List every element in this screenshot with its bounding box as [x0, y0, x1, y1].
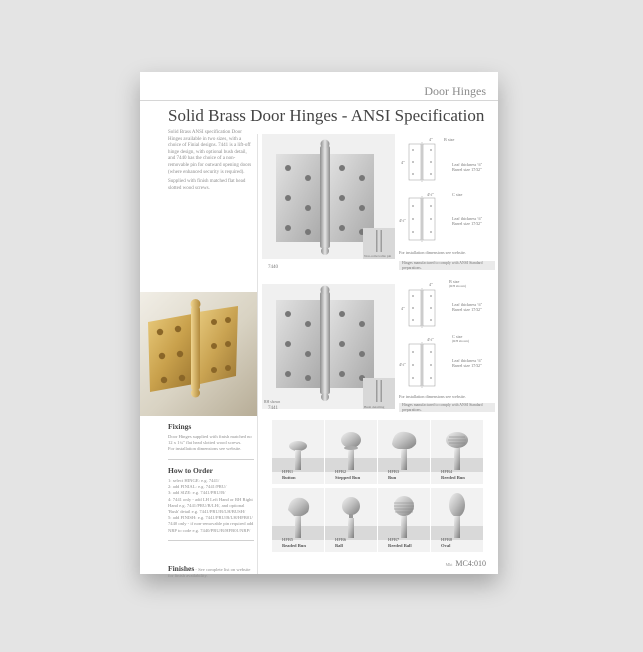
spec-c-height: 4½" [399, 218, 406, 223]
spec-c-barrel: Barrel size 17⁄32" [452, 363, 482, 368]
finial-name: Beaded Bun [282, 542, 306, 548]
finial-code: HFB7 [388, 537, 400, 542]
spec-b-height: 4" [401, 306, 405, 311]
finial-card [272, 488, 324, 552]
finial-code: HFB8 [441, 537, 453, 542]
inset-label: Non-removable pin [364, 254, 392, 258]
finial-name: Button [282, 474, 296, 480]
fixings-line: For installation dimensions see website. [168, 446, 242, 452]
finial-label [441, 537, 452, 548]
spec-b-size: B size [444, 137, 455, 142]
spec-b-note: (RH shown) [449, 284, 467, 288]
spec-c-height: 4½" [399, 362, 406, 367]
spec-b-leaf: Leaf thickness ⅛" [452, 162, 483, 167]
finial-code: HFB1 [282, 469, 294, 474]
spec-c-size: C size [452, 334, 463, 339]
spec-c-leaf: Leaf thickness ⅛" [452, 216, 483, 221]
fixings-section [168, 422, 254, 460]
hinge-7440-panel [262, 134, 395, 259]
spec-b-width: 4" [429, 282, 433, 287]
order-step: 4: 7441 only - add LH Left Hand or RH Right Hand e.g. 7441/PRU/B/LH/, and optional 'Bush' detail e.g. 7441/PRU/B/LH/BUSH/ [168, 496, 253, 515]
fixings-title: Fixings [168, 422, 192, 431]
how-to-order-title: How to Order [168, 466, 213, 475]
column-divider [257, 134, 258, 574]
intro-text [168, 130, 254, 195]
finial-code: HFB2 [335, 469, 347, 474]
spec-b-barrel: Barrel size 17⁄32" [452, 307, 482, 312]
order-step: 7440 only - if non-removable pin required add NRP to code e.g. 7440/PRU/B/HFB01/NRP/ [168, 521, 254, 533]
category-label: Door Hinges [424, 84, 486, 98]
section-rule [168, 540, 254, 541]
order-step: 3: add SIZE: e.g. 7441/PRU/B/ [168, 490, 226, 496]
finial-code: HFB4 [441, 469, 453, 474]
finial-label [441, 469, 465, 480]
finial-code: HFB5 [282, 537, 294, 542]
fixings-text [168, 434, 254, 453]
finial-image [431, 488, 483, 552]
shown-note: RH shown [264, 400, 281, 404]
install-note: For installation dimensions see website. [399, 250, 466, 255]
how-to-order-section [168, 466, 254, 541]
spec-c-barrel: Barrel size 17⁄32" [452, 221, 482, 226]
finial-card [378, 488, 430, 552]
finial-label [282, 537, 306, 548]
spec-c-width: 4½" [427, 337, 434, 342]
order-step: 2: add FINIAL: e.g. 7441/PRU/ [168, 484, 227, 490]
ansi-note-bar: Hinges manufactured to comply with ANSI Standard preparations. [399, 403, 495, 412]
finial-image [272, 420, 324, 484]
hinge-7441-panel [262, 284, 395, 409]
finial-image [378, 420, 430, 484]
intro-paragraph-1: Solid Brass ANSI specification Door Hinges available in two sizes, with a choice of Finial designs. 7441 is a lift-off hinge design, with optional bush detail, and 7440 has the choice of a non-removable pin for outward opening doors (where enhanced security is required). [168, 130, 252, 175]
spec-drawings-7441 [399, 280, 495, 400]
model-number: 7441 [268, 406, 278, 411]
brass-hinge-photo [140, 292, 257, 416]
finial-card [325, 420, 377, 484]
spec-b-size: B size [449, 279, 460, 284]
ansi-note-bar: Hinges manufactured to comply with ANSI Standard preparations. [399, 261, 495, 270]
finial-image [325, 488, 377, 552]
order-step: 5: add FINISH: e.g. 7441/PRU/B/LH/HFB01/ [168, 515, 253, 521]
finial-card [325, 488, 377, 552]
finial-name: Ball [335, 542, 343, 548]
fixings-line: Door Hinges supplied with finish matched no 12 x 1¼" flat head slotted wood screws. [168, 434, 252, 446]
spec-b-leaf: Leaf thickness ⅛" [452, 302, 483, 307]
spec-b-barrel: Barrel size 17⁄32" [452, 167, 482, 172]
page-title: Solid Brass Door Hinges - ANSI Specification [168, 106, 485, 125]
finial-name: Bun [388, 474, 397, 480]
finial-card [431, 488, 483, 552]
intro-paragraph-2: Supplied with finish matched flat head slotted wood screws. [168, 179, 246, 191]
page-footer [446, 559, 486, 568]
finial-label [335, 537, 346, 548]
inset-label: Bush detailing [364, 405, 385, 409]
spec-b-height: 4" [401, 160, 405, 165]
spec-b-width: 4" [429, 137, 433, 142]
catalogue-code: MC4:010 [455, 559, 486, 568]
finial-name: Stepped Bun [335, 474, 361, 480]
finial-name: Reeded Bun [441, 474, 465, 480]
section-rule [168, 459, 254, 460]
spec-c-size: C size [452, 192, 463, 197]
finial-label [282, 469, 296, 480]
catalogue-page [140, 72, 498, 579]
finishes-title: Finishes [168, 564, 195, 573]
finial-name: Reeded Ball [388, 542, 412, 548]
finial-card [431, 420, 483, 484]
finishes-text: - See complete list on website for finish availability. [168, 567, 251, 579]
finishes-section [168, 566, 254, 579]
spec-c-leaf: Leaf thickness ⅛" [452, 358, 483, 363]
install-note: For installation dimensions see website. [399, 394, 466, 399]
how-to-order-steps [168, 478, 254, 534]
finial-name: Oval [441, 542, 451, 548]
header-rule [140, 100, 498, 101]
finial-label [388, 537, 412, 548]
finial-code: HFB3 [388, 469, 400, 474]
finial-card [378, 420, 430, 484]
finial-card [272, 420, 324, 484]
spec-c-note: (RH shown) [452, 339, 470, 343]
spec-c-width: 4½" [427, 192, 434, 197]
finial-label [388, 469, 399, 480]
finial-label [335, 469, 360, 480]
footer-small: Mkt [445, 562, 453, 567]
order-step: 1: select HINGE: e.g. 7441/ [168, 478, 220, 483]
model-number: 7440 [268, 265, 278, 270]
spec-drawings-7440 [399, 134, 495, 254]
finial-code: HFB6 [335, 537, 347, 542]
